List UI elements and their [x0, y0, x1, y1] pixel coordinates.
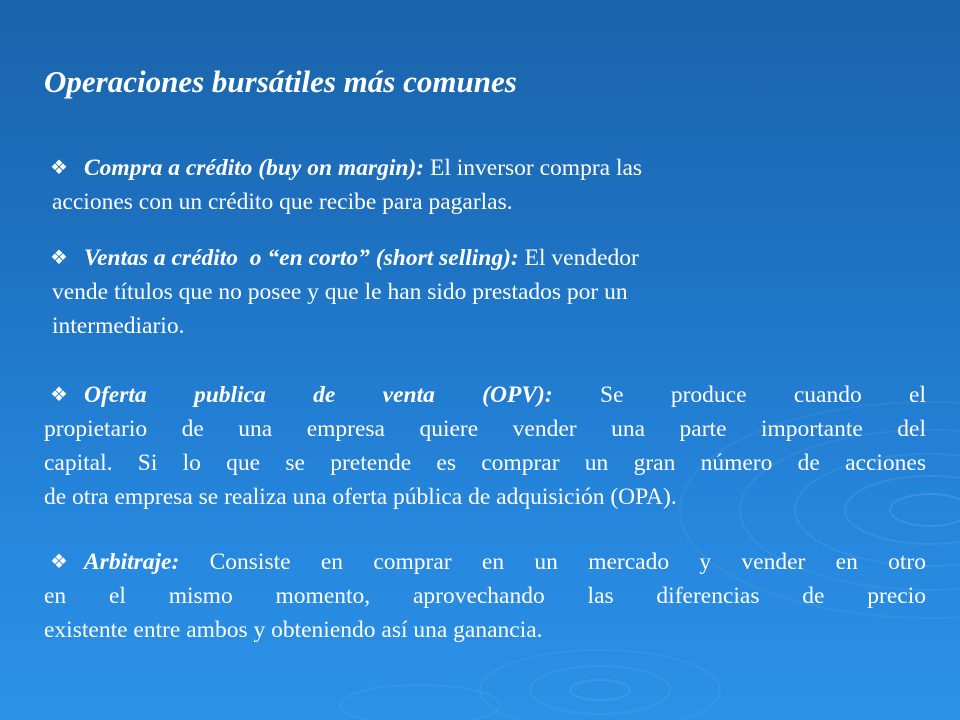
diamond-quad-icon: ❖	[50, 247, 68, 269]
bullet-arbitraje	[44, 545, 926, 647]
diamond-quad-icon: ❖	[50, 384, 68, 406]
bullet-text: El vendedor	[524, 245, 639, 271]
slide-title: Operaciones bursátiles más comunes	[44, 64, 517, 99]
bullet-text: Consiste en comprar en un mercado y vender en otro	[209, 549, 926, 575]
bullet-text: Se produce cuando el	[600, 382, 927, 408]
bullet-text: El inversor compra las	[429, 155, 643, 181]
bullet-text: vende títulos que no posee y que le han sido prestados por un	[52, 279, 628, 305]
bullet-text: existente entre ambos y obteniendo así una ganancia.	[44, 617, 543, 643]
bullet-compra-a-credito	[44, 151, 874, 219]
bullet-text: acciones con un crédito que recibe para pagarlas.	[52, 189, 513, 215]
bullet-term: Oferta publica de venta (OPV):	[84, 382, 553, 408]
diamond-quad-icon: ❖	[50, 157, 68, 179]
bullet-ventas-a-credito	[44, 241, 874, 343]
bullet-text: de otra empresa se realiza una oferta pública de adquisición (OPA).	[44, 484, 677, 510]
bullet-text: propietario de una empresa quiere vender una parte importante del	[44, 416, 926, 442]
bullet-oferta-publica-de-venta	[44, 378, 926, 514]
bullet-term: Compra a crédito (buy on margin):	[84, 155, 425, 181]
bullet-term: Ventas a crédito o “en corto” (short selling):	[84, 245, 519, 271]
bullet-term: Arbitraje:	[84, 549, 180, 575]
bullet-text: en el mismo momento, aprovechando las diferencias de precio	[44, 583, 926, 609]
bullet-text: capital. Si lo que se pretende es comprar un gran número de acciones	[44, 450, 926, 476]
diamond-quad-icon: ❖	[50, 551, 68, 573]
bullet-text: intermediario.	[52, 313, 185, 339]
